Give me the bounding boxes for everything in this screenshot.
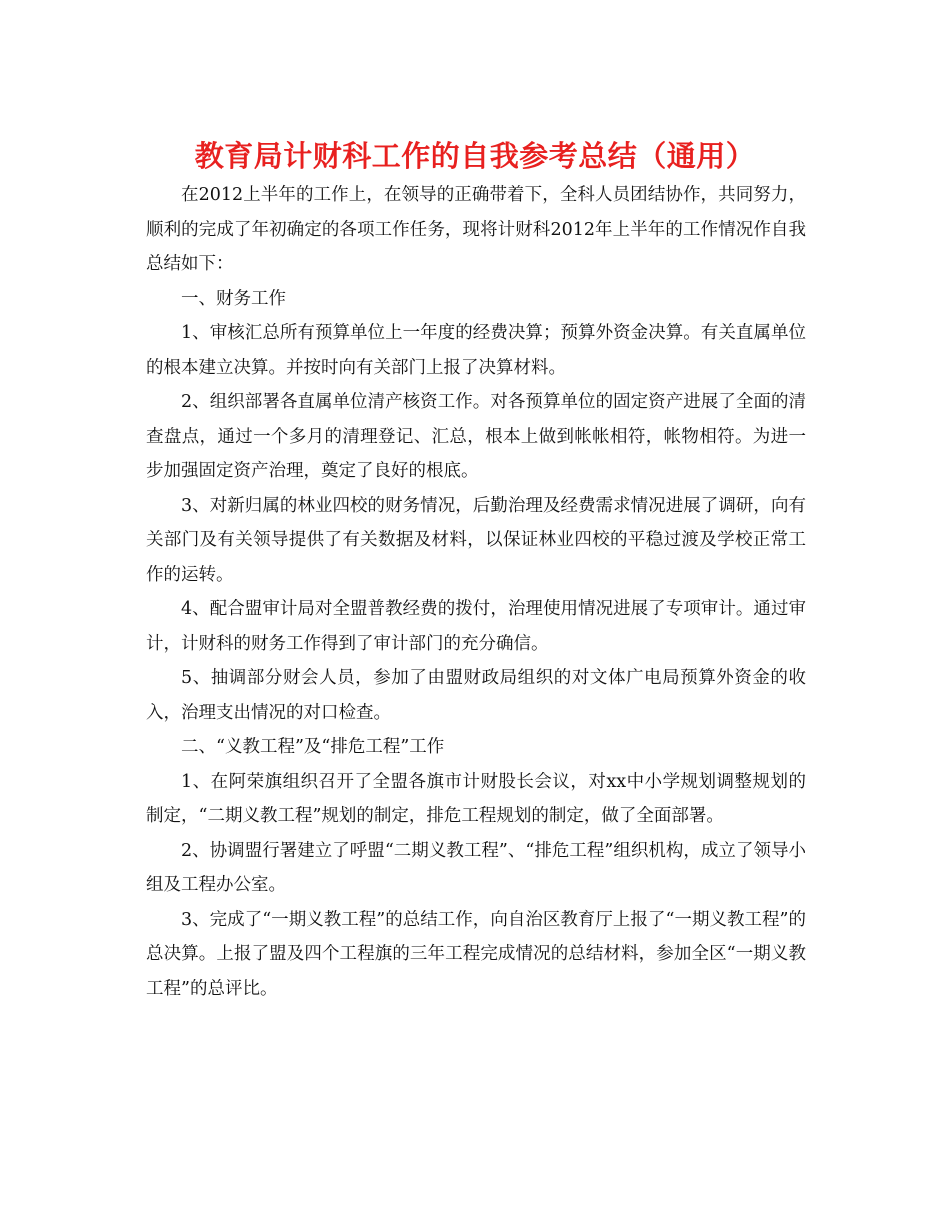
paragraph-projects-3: 3、完成了“一期义教工程”的总结工作，向自治区教育厅上报了“一期义教工程”的总决算。上报了盟及四个工程旗的三年工程完成情况的总结材料，参加全区“一期义教工程”的总评比。 (146, 909, 806, 999)
paragraph-projects-2: 2、协调盟行署建立了呼盟“二期义教工程”、“排危工程”组织机构，成立了领导小组及工程办公室。 (146, 840, 806, 895)
paragraph-projects-1: 1、在阿荣旗组织召开了全盟各旗市计财股长会议，对xx中小学规划调整规划的制定，“二期义教工程”规划的制定，排危工程规划的制定，做了全面部署。 (146, 771, 806, 826)
section-heading-projects: 二、“义教工程”及“排危工程”工作 (181, 737, 445, 757)
paragraph-finance-4: 4、配合盟审计局对全盟普教经费的拨付，治理使用情况进展了专项审计。通过审计，计财科的财务工作得到了审计部门的充分确信。 (146, 599, 806, 654)
paragraph-finance-2: 2、组织部署各直属单位清产核资工作。对各预算单位的固定资产进展了全面的清查盘点，通过一个多月的清理登记、汇总，根本上做到帐帐相符，帐物相符。为进一步加强固定资产治理，奠定了良好的根底。 (146, 392, 806, 481)
paragraph-finance-5: 5、抽调部分财会人员，参加了由盟财政局组织的对文体广电局预算外资金的收入，治理支出情况的对口检查。 (146, 668, 806, 723)
document-title: 教育局计财科工作的自我参考总结（通用） (194, 139, 756, 173)
paragraph-intro: 在2012上半年的工作上，在领导的正确带着下，全科人员团结协作，共同努力，顺利的完成了年初确定的各项工作任务，现将计财科2012年上半年的工作情况作自我总结如下： (146, 185, 806, 274)
document-body (146, 178, 806, 1006)
paragraph-finance-3: 3、对新归属的林业四校的财务情况，后勤治理及经费需求情况进展了调研，向有关部门及有关领导提供了有关数据及材料，以保证林业四校的平稳过渡及学校正常工作的运转。 (146, 495, 806, 585)
paragraph-finance-1: 1、审核汇总所有预算单位上一年度的经费决算；预算外资金决算。有关直属单位的根本建立决算。并按时向有关部门上报了决算材料。 (146, 323, 806, 378)
section-heading-finance: 一、财务工作 (181, 288, 286, 309)
